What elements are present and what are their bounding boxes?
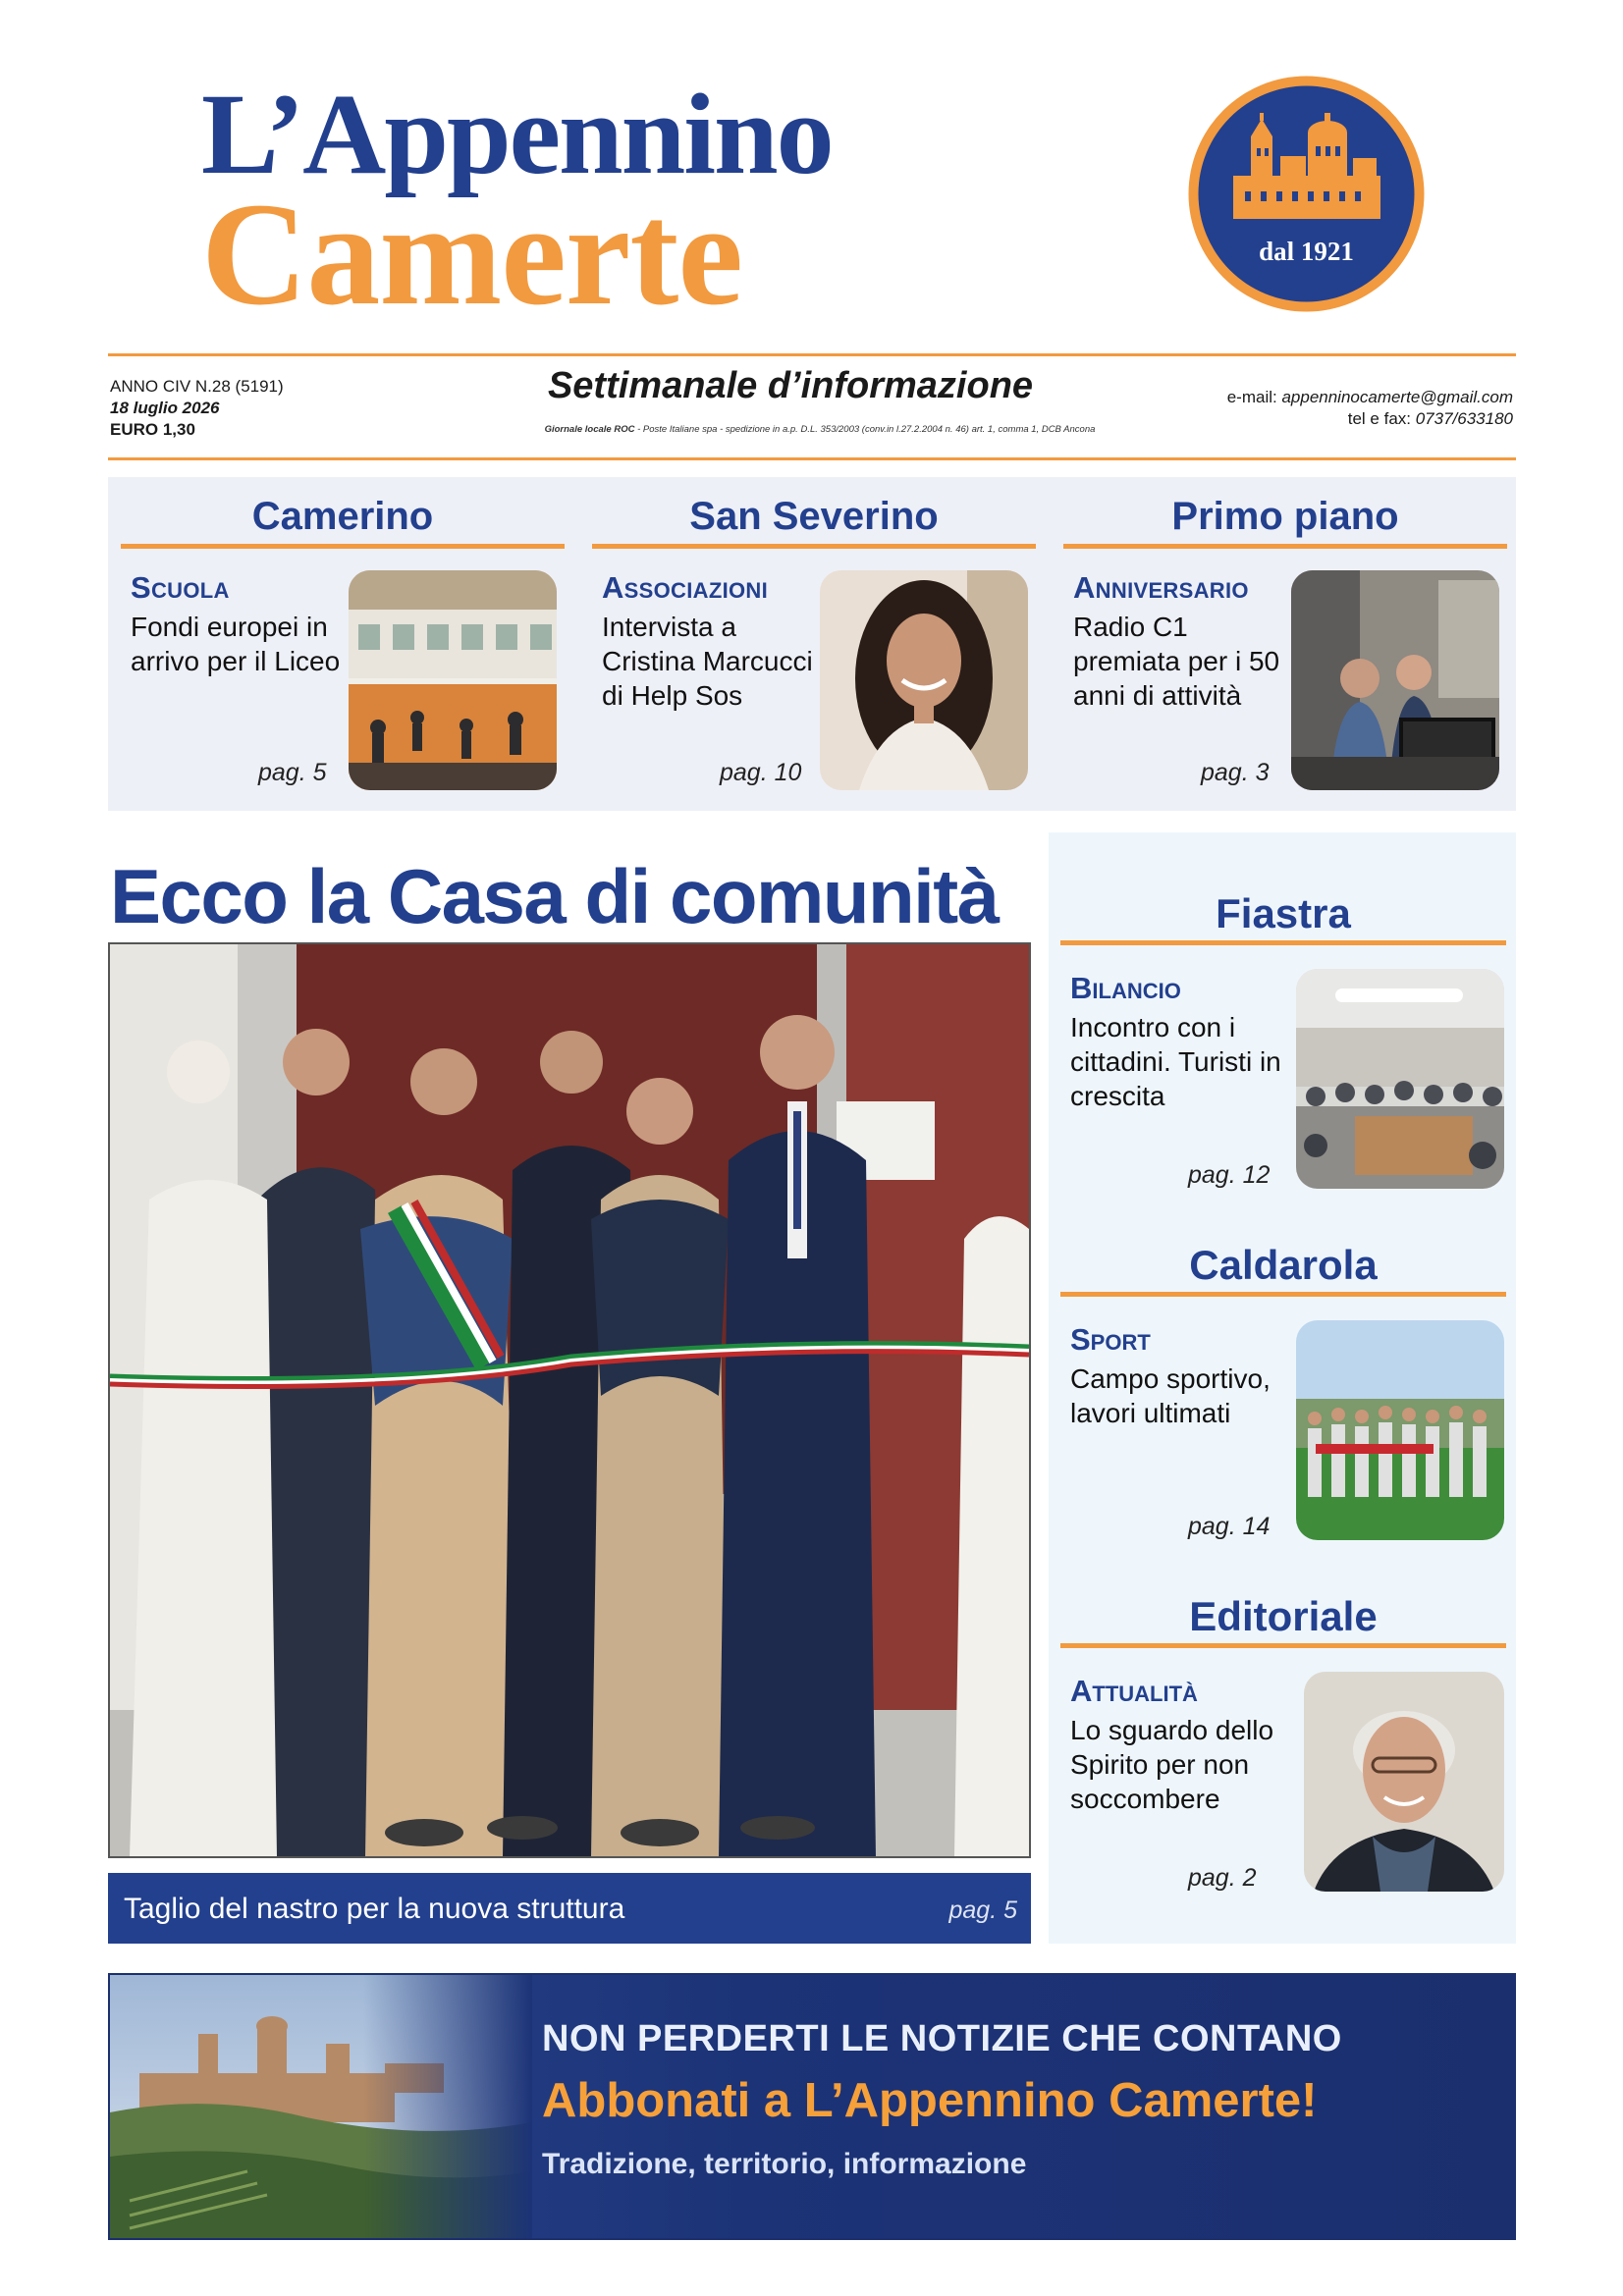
header-rule-bottom: [108, 457, 1516, 460]
newspaper-logo: [1186, 74, 1427, 314]
portrait-photo-icon: [820, 570, 1028, 790]
radio-studio-photo-icon: [1291, 570, 1499, 790]
section-kicker: Anniversario: [1073, 570, 1249, 605]
sports-field-photo-icon: [1296, 1320, 1504, 1540]
subscribe-cta[interactable]: Abbonati a L’Appennino Camerte!: [542, 2074, 1318, 2127]
title-line-1: L’Appennino: [201, 70, 833, 198]
title-line-2: Camerte: [201, 173, 742, 336]
email-label: e-mail:: [1226, 388, 1282, 406]
section-title: Editoriale: [1189, 1593, 1378, 1639]
author-portrait-photo-icon: [1304, 1672, 1504, 1892]
banner-line-1: NON PERDERTI LE NOTIZIE CHE CONTANO: [542, 2018, 1342, 2059]
gym-photo-icon: [349, 570, 557, 790]
section-title: Fiastra: [1216, 890, 1351, 936]
main-caption: Taglio del nastro per la nuova struttura: [124, 1893, 625, 1925]
logo-text: dal 1921: [1259, 237, 1354, 266]
page-ref: pag. 5: [258, 759, 327, 786]
section-headline[interactable]: Lo sguardo dello Spirito per non soccombere: [1070, 1715, 1274, 1814]
phone-label: tel e fax:: [1347, 409, 1416, 428]
right-column: [1049, 832, 1516, 1944]
postal-line-rest: - Poste Italiane spa - spedizione in a.p. D.L. 353/2003 (conv.in l.27.2.2004 n. 46) art. 1, comma 1, DCB Ancona: [634, 424, 1096, 435]
issue-date: 18 luglio 2026: [110, 399, 220, 417]
page-ref: pag. 2: [1188, 1864, 1257, 1892]
email-link[interactable]: appenninocamerte@gmail.com: [1281, 388, 1513, 406]
issue-number: ANNO CIV N.28 (5191): [110, 377, 284, 396]
ribbon-cutting-photo-icon: [108, 942, 1031, 1858]
page-ref: pag. 12: [1188, 1161, 1271, 1189]
section-camerino[interactable]: [121, 489, 565, 799]
page-ref: pag. 14: [1188, 1513, 1271, 1540]
section-title: San Severino: [689, 495, 939, 538]
section-kicker: Bilancio: [1070, 971, 1181, 1005]
section-title: Caldarola: [1189, 1242, 1378, 1288]
section-headline[interactable]: Radio C1 premiata per i 50 anni di attività: [1073, 612, 1280, 711]
section-kicker: Associazioni: [602, 570, 768, 605]
section-san-severino[interactable]: [592, 489, 1036, 799]
section-headline[interactable]: Incontro con i cittadini. Turisti in crescita: [1070, 1012, 1281, 1111]
town-landscape-icon: [110, 1975, 532, 2238]
banner-line-3: Tradizione, territorio, informazione: [542, 2148, 1027, 2180]
postal-line-bold: Giornale locale ROC: [544, 424, 635, 435]
section-caldarola[interactable]: [1060, 1239, 1506, 1552]
section-primo-piano[interactable]: [1063, 489, 1507, 799]
page-ref: pag. 10: [720, 759, 802, 786]
section-editoriale[interactable]: [1060, 1590, 1506, 1903]
section-headline[interactable]: Campo sportivo, lavori ultimati: [1070, 1363, 1271, 1428]
section-title: Camerino: [251, 495, 434, 538]
section-kicker: Scuola: [131, 570, 230, 605]
contacts: [1227, 387, 1513, 430]
postal-line: [324, 424, 1316, 435]
header-rule-top: [108, 353, 1516, 356]
main-page-ref: pag. 5: [948, 1896, 1017, 1924]
section-kicker: Attualità: [1070, 1674, 1198, 1708]
main-headline[interactable]: Ecco la Casa di comunità: [110, 853, 999, 939]
section-headline[interactable]: Fondi europei in arrivo per il Liceo: [131, 612, 341, 676]
page-ref: pag. 3: [1201, 759, 1270, 786]
phone-number: 0737/633180: [1415, 409, 1513, 428]
section-fiastra[interactable]: [1060, 887, 1506, 1201]
issue-info: [110, 376, 284, 441]
section-headline[interactable]: Intervista a Cristina Marcucci di Help Sos: [602, 612, 813, 711]
section-kicker: Sport: [1070, 1322, 1151, 1357]
section-title: Primo piano: [1171, 495, 1399, 538]
subscribe-banner[interactable]: [108, 1973, 1516, 2240]
masthead-title: [201, 70, 1006, 336]
tagline: Settimanale d’informazione: [547, 365, 1034, 406]
issue-price: EURO 1,30: [110, 420, 195, 439]
meeting-photo-icon: [1296, 969, 1504, 1189]
main-caption-bar: [108, 1873, 1031, 1944]
